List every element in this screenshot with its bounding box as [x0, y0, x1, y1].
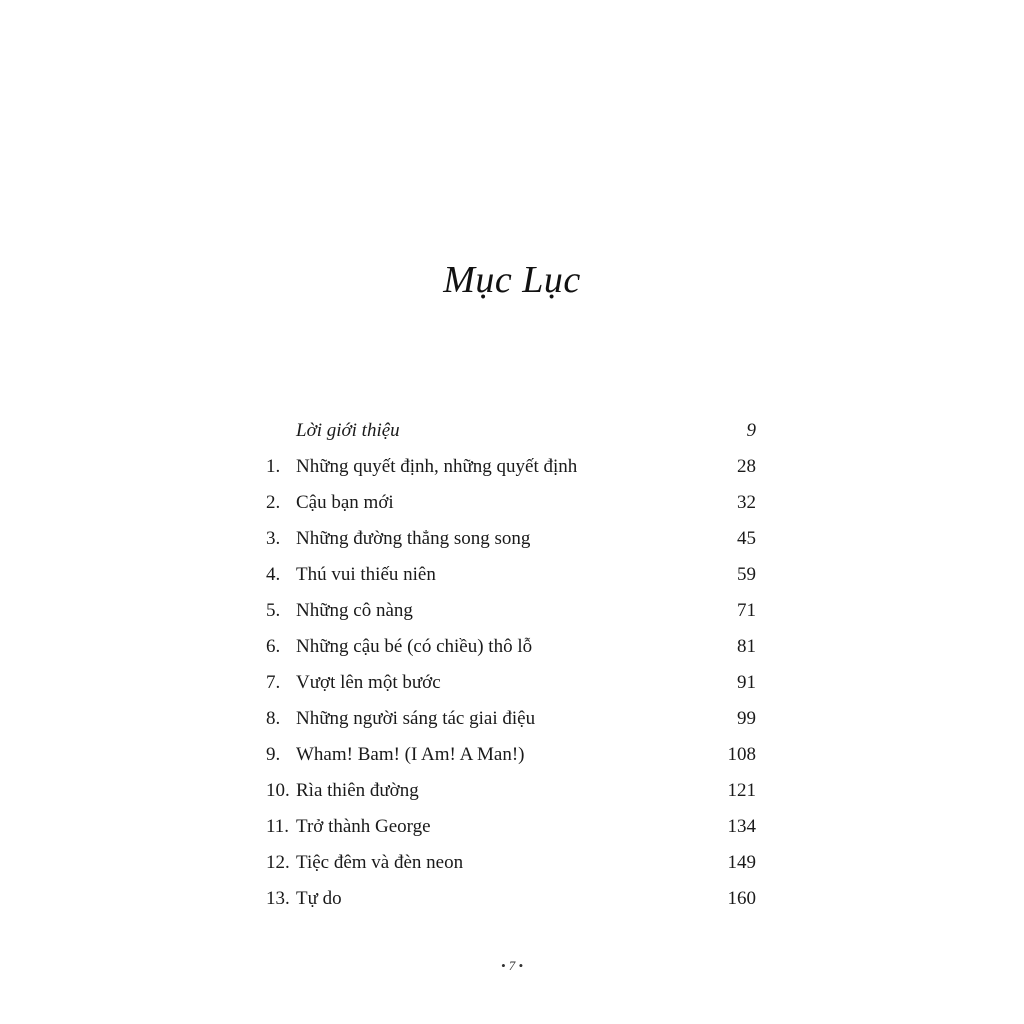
toc-chapter-title: Trở thành George — [296, 816, 431, 837]
toc-chapter-title: Vượt lên một bước — [296, 672, 441, 693]
toc-intro-label: Lời giới thiệu — [296, 420, 400, 441]
toc-row — [266, 773, 756, 809]
toc-chapter-page: 32 — [737, 492, 756, 513]
toc-row — [266, 629, 756, 665]
toc-chapter-number: 2. — [266, 492, 281, 513]
toc-chapter-page: 81 — [737, 636, 756, 657]
toc-row — [266, 521, 756, 557]
toc-chapter-number: 8. — [266, 708, 281, 729]
toc-row — [266, 557, 756, 593]
toc-chapter-page: 99 — [737, 708, 756, 729]
toc-chapter-title: Cậu bạn mới — [296, 492, 394, 513]
toc-chapter-number: 12. — [266, 852, 290, 873]
toc-chapter-number: 9. — [266, 744, 281, 765]
toc-chapter-number: 7. — [266, 672, 281, 693]
toc-chapter-title: Tự do — [296, 888, 342, 909]
toc-chapter-page: 149 — [727, 852, 756, 873]
toc-row — [266, 881, 756, 917]
toc-chapter-page: 45 — [737, 528, 756, 549]
toc-intro-row — [266, 413, 756, 449]
page-title: Mục Lục — [443, 259, 581, 301]
toc-chapter-title: Những quyết định, những quyết định — [296, 456, 578, 477]
page-number: • 7 • — [500, 958, 524, 973]
toc-chapter-number: 10. — [266, 780, 290, 801]
toc-chapter-title: Những cô nàng — [296, 600, 413, 621]
toc-chapter-page: 160 — [727, 888, 756, 909]
toc-chapter-title: Wham! Bam! (I Am! A Man!) — [296, 744, 525, 765]
table-of-contents — [266, 413, 756, 917]
toc-chapter-title: Những người sáng tác giai điệu — [296, 708, 536, 729]
toc-row — [266, 737, 756, 773]
toc-chapter-title: Những đường thẳng song song — [296, 528, 531, 549]
toc-chapter-number: 11. — [266, 816, 290, 837]
toc-chapter-number: 4. — [266, 564, 281, 585]
toc-chapter-number: 3. — [266, 528, 281, 549]
toc-chapter-number: 5. — [266, 600, 281, 621]
toc-chapter-title: Rìa thiên đường — [296, 780, 419, 801]
toc-intro-page: 9 — [746, 420, 756, 441]
toc-row — [266, 449, 756, 485]
toc-row — [266, 701, 756, 737]
toc-chapter-page: 71 — [737, 600, 756, 621]
toc-chapter-page: 134 — [727, 816, 756, 837]
toc-row — [266, 665, 756, 701]
toc-row — [266, 593, 756, 629]
toc-chapter-number: 13. — [266, 888, 290, 909]
toc-row — [266, 809, 756, 845]
toc-chapter-page: 91 — [737, 672, 756, 693]
toc-row — [266, 485, 756, 521]
toc-chapter-number: 6. — [266, 636, 281, 657]
toc-chapter-title: Thú vui thiếu niên — [296, 564, 436, 585]
toc-chapter-page: 28 — [737, 456, 756, 477]
toc-chapter-page: 108 — [727, 744, 756, 765]
toc-chapter-title: Tiệc đêm và đèn neon — [296, 852, 464, 873]
toc-chapter-page: 59 — [737, 564, 756, 585]
toc-row — [266, 845, 756, 881]
toc-chapter-title: Những cậu bé (có chiều) thô lỗ — [296, 636, 533, 657]
toc-chapter-page: 121 — [727, 780, 756, 801]
toc-chapter-number: 1. — [266, 456, 281, 477]
